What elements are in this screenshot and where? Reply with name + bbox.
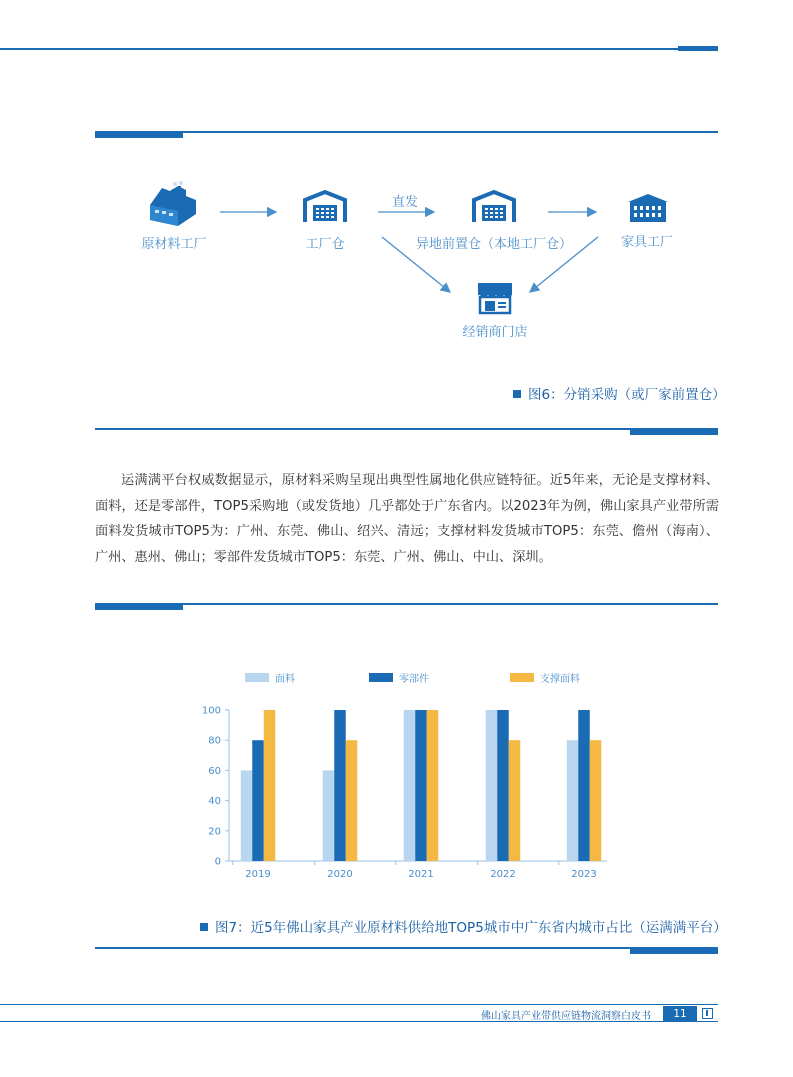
bar-2020-series-2 xyxy=(346,740,358,861)
figure7-bottom-accent xyxy=(630,948,718,954)
legend-swatch-fabric xyxy=(245,673,269,682)
book-icon xyxy=(702,1008,713,1019)
bar-2019-series-1 xyxy=(252,740,264,861)
bar-2021-series-0 xyxy=(404,710,416,861)
figure6-top-accent xyxy=(95,132,183,138)
figure7-top-accent xyxy=(95,604,183,610)
bar-2020-series-0 xyxy=(323,770,335,861)
bar-2020-series-1 xyxy=(334,710,346,861)
legend-swatch-support xyxy=(510,673,534,682)
book-icon-spine xyxy=(706,1010,708,1016)
node-raw-factory-label: 原材料工厂 xyxy=(141,237,207,252)
caption-square-icon xyxy=(513,390,521,398)
y-tick-label: 0 xyxy=(214,856,221,868)
remote-warehouse-icon xyxy=(474,192,514,222)
store-icon xyxy=(478,283,512,313)
x-tick-label: 2019 xyxy=(245,869,271,880)
legend-label-support: 支撑面料 xyxy=(540,674,580,685)
legend-item-parts xyxy=(369,670,429,685)
figure6-bottom-rule xyxy=(95,428,718,430)
legend-item-fabric xyxy=(245,670,295,685)
x-tick-label: 2021 xyxy=(408,869,434,880)
legend-label-parts: 零部件 xyxy=(399,674,429,685)
header-rule xyxy=(0,48,718,50)
warehouse-icon xyxy=(305,192,345,222)
x-tick-label: 2022 xyxy=(490,869,516,880)
bar-2019-series-2 xyxy=(264,710,276,861)
bar-2023-series-1 xyxy=(578,710,590,861)
footer-title: 佛山家具产业带供应链物流洞察白皮书 xyxy=(481,1011,651,1022)
header-accent-bar xyxy=(678,46,718,51)
node-furniture-factory-label: 家具工厂 xyxy=(620,235,674,250)
y-tick-label: 100 xyxy=(201,705,221,717)
body-paragraph: 运满满平台权威数据显示，原材料采购呈现出典型性属地化供应链特征。近5年来，无论是支撑材料、面料，还是零部件，TOP5采购地（或发货地）几乎都处于广东省内。以2023年为例，佛山家具产业带所需面料发货城市TOP5为：广州、东莞、佛山、绍兴、清远；支撑材料发货城市TOP5：东莞、儋州（海南）、广州、惠州、佛山；零部件发货城市TOP5：东莞、广州、佛山、中山、深圳。 xyxy=(95,473,719,565)
page-number: 11 xyxy=(663,1006,697,1022)
x-tick-label: 2023 xyxy=(571,869,597,880)
y-tick-label: 20 xyxy=(208,826,221,838)
figure6-top-rule xyxy=(95,131,718,133)
bar-2022-series-0 xyxy=(486,710,498,861)
figure7-caption xyxy=(200,916,727,936)
y-tick-label: 40 xyxy=(208,796,221,808)
x-tick-label: 2020 xyxy=(327,869,353,880)
bar-2023-series-2 xyxy=(590,740,602,861)
factory-icon xyxy=(150,181,196,226)
y-tick-label: 80 xyxy=(208,735,221,747)
edge-direct-label: 直发 xyxy=(391,195,419,210)
node-remote-warehouse-label: 异地前置仓（本地工厂仓） xyxy=(415,237,573,252)
legend-label-fabric: 面料 xyxy=(275,674,295,685)
figure6-caption-text: 图6：分销采购（或厂家前置仓） xyxy=(528,387,726,403)
legend-item-support xyxy=(510,670,580,685)
bar-2022-series-1 xyxy=(497,710,509,861)
figure7-top-rule xyxy=(95,603,718,605)
figure7-caption-text: 图7：近5年佛山家具产业原材料供给地TOP5城市中广东省内城市占比（运满满平台） xyxy=(215,920,727,936)
bar-2021-series-1 xyxy=(415,710,427,861)
figure6-bottom-accent xyxy=(630,429,718,435)
bar-2023-series-0 xyxy=(567,740,579,861)
caption-square-icon xyxy=(200,923,208,931)
legend-swatch-parts xyxy=(369,673,393,682)
figure6-caption xyxy=(513,383,726,403)
y-tick-label: 60 xyxy=(208,765,221,777)
node-factory-warehouse-label: 工厂仓 xyxy=(305,237,345,252)
building-icon xyxy=(628,194,668,222)
node-dealer-store-label: 经销商门店 xyxy=(462,325,528,340)
figure7-bottom-rule xyxy=(95,947,718,949)
bar-2019-series-0 xyxy=(241,770,253,861)
bar-chart xyxy=(0,690,793,890)
bar-2021-series-2 xyxy=(427,710,439,861)
bar-2022-series-2 xyxy=(509,740,521,861)
footer-rule-top xyxy=(0,1004,718,1005)
